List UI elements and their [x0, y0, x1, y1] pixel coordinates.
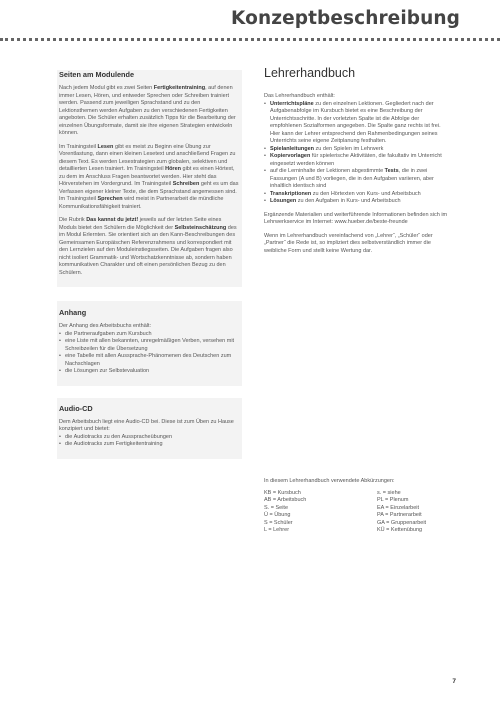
- list-item: • eine Liste mit allen bekannten, unregelmäßigen Verben, versehen mit Schreibzeilen für die Übersetzung: [65, 338, 240, 353]
- seiten-heading: Seiten am Modulende: [59, 70, 135, 79]
- list-item: • Unterrichtspläne zu den einzelnen Lektionen. Gegliedert nach der Aufgabenabfolge im Kursbuch bietet es eine Beschreibung der Unterrichtsschritte. In der vorletzten Spalte ist die Abfolge der empfohlenen Sozialformen angegeben. Die Spalte ganz rechts ist frei. Hier kann der Lehrer entsprechend den Rahmenbedingungen seines Unterrichts seine eigene Zeitplanung festhalten.: [270, 101, 449, 146]
- anhang-list: [59, 331, 240, 376]
- right-column: [264, 66, 449, 261]
- list-item: • Transkriptionen zu den Hörtexten von Kurs- und Arbeitsbuch: [270, 191, 449, 199]
- list-item: • auf die Lerninhalte der Lektionen abgestimmte Tests, die in zwei Fassungen (A und B) vorliegen, die in den Aufgaben variieren, aber inhaltlich identisch sind: [270, 168, 449, 191]
- abbreviation-cell: Ü = Übung: [264, 512, 291, 518]
- abbreviation-cell: KB = Kursbuch: [264, 489, 301, 496]
- abbreviation-cell: L = Lehrer: [264, 527, 290, 533]
- audio-panel: [57, 398, 242, 459]
- abbreviation-cell: GA = Gruppenarbeit: [377, 519, 427, 526]
- header-dotted-rule: [0, 38, 500, 41]
- page-title: Konzeptbeschreibung: [231, 8, 460, 29]
- abbreviation-cell: PA = Partnerarbeit: [377, 512, 422, 518]
- abbreviation-row: [264, 497, 426, 505]
- seiten-panel: [57, 70, 242, 287]
- abbreviation-cell: AB = Arbeitsbuch: [264, 497, 307, 503]
- abbreviation-cell: KÜ = Kettenübung: [377, 527, 423, 533]
- seiten-paragraph-2: Im Trainingsteil Lesen gibt es meist zu Beginn eine Übung zur Vorentlastung, dann einen kleinen Lesetext und anschließend Fragen zu diesem Text. Es werden Lesestrategien zum globalen, selektiven und detaillierten Lesen trainiert. Im Trainingsteil Hören gibt es einen Hörtext, zu dem im Anschluss Fragen beantwortet werden. Hier steht das Hörverstehen im Vordergrund. Im Trainingsteil Schreiben geht es um das Verfassen eigener kleiner Texte, die dem Sprachstand angemessen sind. Im Trainingsteil Sprechen wird meist in Partnerarbeit die mündliche Kommunikationsfähigkeit trainiert.: [59, 143, 239, 210]
- abbreviations-intro: In diesem Lehrerhandbuch verwendete Abkürzungen:: [264, 478, 395, 484]
- list-item: • Lösungen zu den Aufgaben in Kurs- und Arbeitsbuch: [270, 198, 449, 206]
- list-item: • Spielanleitungen zu den Spielen im Lehrwerk: [270, 146, 449, 154]
- abbreviations-section: [264, 478, 449, 535]
- list-item: • Kopiervorlagen für spielerische Aktivitäten, die fakultativ im Unterricht eingesetzt werden können: [270, 153, 449, 168]
- lehrerhandbuch-title: Lehrerhandbuch: [264, 66, 356, 80]
- abbreviation-row: [264, 490, 426, 498]
- audio-intro: Dem Arbeitsbuch liegt eine Audio-CD bei. Diese ist zum Üben zu Hause konzipiert und bietet:: [59, 418, 234, 432]
- list-item: • die Audiotracks zu den Ausspracheübungen: [65, 434, 240, 442]
- abbreviation-cell: S. = Seite: [264, 504, 289, 511]
- list-item: • die Audiotracks zum Fertigkeitentraining: [65, 441, 240, 449]
- list-item: • eine Tabelle mit allen Aussprache-Phänomenen des Deutschen zum Nachschlagen: [65, 353, 240, 368]
- list-item: • die Lösungen zur Selbstevaluation: [65, 368, 240, 376]
- abbreviation-row: [264, 527, 426, 535]
- left-column: [59, 70, 242, 459]
- lehrer-gender-note: Wenn im Lehrerhandbuch vereinfachend von „Lehrer“, „Schüler“ oder „Partner“ die Rede ist, so impliziert dies selbstverständlich immer die weibliche Form und stellt keine Wertung dar.: [264, 232, 433, 254]
- anhang-intro: Der Anhang des Arbeitsbuchs enthält:: [59, 323, 152, 329]
- abbreviation-row: [264, 505, 426, 513]
- abbreviation-cell: EA = Einzelarbeit: [377, 504, 420, 511]
- abbreviation-row: [264, 512, 426, 520]
- abbreviations-table: [264, 490, 426, 535]
- seiten-paragraph-1: Nach jedem Modul gibt es zwei Seiten Fertigkeitentraining, auf denen immer Lesen, Hören, und entweder Sprechen oder Schreiben trainiert werden. Passend zum jeweiligen Sprachstand und zu den Lektionsthemen werden Aufgaben zu den verschiedenen Fertigkeiten angeboten. Die Schüler erhalten zusätzlich Tipps für die Bearbeitung der einzelnen Übungsformate, damit sie ihre eigenen Strategien entwickeln können.: [59, 85, 236, 136]
- lehrer-additional-materials: Ergänzende Materialien und weiterführende Informationen befinden sich im Lehrwerkservice im Internet: www.hueber.de/beste-freunde: [264, 211, 448, 225]
- anhang-heading: Anhang: [59, 308, 87, 317]
- lehrer-list: [264, 101, 449, 206]
- anhang-panel: [57, 301, 242, 386]
- abbreviation-cell: PL = Plenum: [377, 497, 409, 503]
- seiten-paragraph-3: Die Rubrik Das kannst du jetzt! jeweils auf der letzten Seite eines Moduls bietet den Schülern die Möglichkeit der Selbsteinschätzung des im Modul Erlernten. Sie orientiert sich an den Kann-Beschreibungen des Gemeinsamen Europäischen Referenzrahmens und korrespondiert mit den Lernzielen auf den Moduleinstiegsseiten. Die Aufgaben fragen also nicht isoliert Grammatik- und Wortschatzkenntnisse ab, sondern haben kommunikativen Charakter und oft einen persönlichen Bezug zu den Schülern.: [59, 217, 237, 276]
- audio-heading: Audio-CD: [59, 403, 93, 413]
- abbreviation-cell: s. = siehe: [377, 489, 401, 496]
- abbreviation-cell: S = Schüler: [264, 519, 293, 526]
- audio-list: [59, 434, 240, 449]
- abbreviation-row: [264, 520, 426, 528]
- lehrer-intro: Das Lehrerhandbuch enthält:: [264, 93, 335, 99]
- page-number: 7: [452, 678, 456, 685]
- list-item: • die Partneraufgaben zum Kursbuch: [65, 331, 240, 339]
